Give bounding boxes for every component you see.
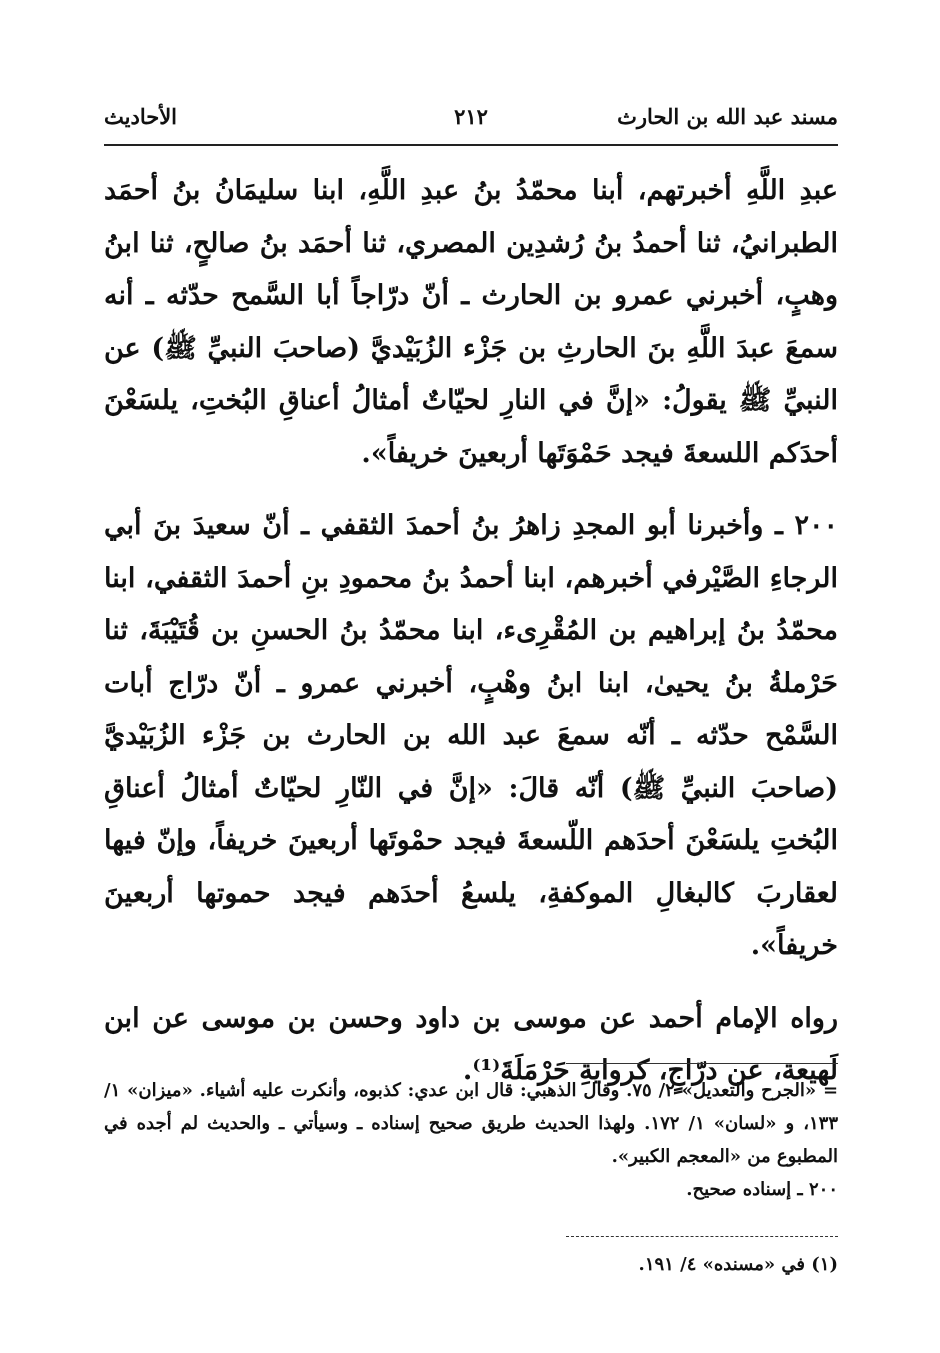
header-divider [104,144,838,146]
footnotes [104,1074,838,1206]
paragraph-riwaya: رواه الإمام أحمد عن موسى بن داود وحسن بن موسى عن ابن لَهيعة، عن درّاجٍ، كروايةِ حَرْمَلَةَ⁽¹⁾. [104,1002,838,1086]
header-section-title: الأحاديث [104,104,178,129]
footnote-continued: = «الجرح والتعديل» ٢/ ٧٥. وقال الذهبي: قال ابن عدي: كذبوه، وأنكرت عليه أشياء. «ميزان» ١/ ١٣٣، و «لسان» ١/ ١٧٢. ولهذا الحديث طريق صحيح إسناده ـ وسيأتي ـ والحديث لم أجده في المطبوع من «المعجم الكبير». [104,1080,839,1167]
header-book-title: مسند عبد الله بن الحارث [617,104,838,129]
footnote-1: (١) في «مسنده» ٤/ ١٩١. [638,1254,838,1275]
footnote-divider [566,1063,838,1064]
running-header [104,104,838,144]
footnote-200: ٢٠٠ ـ إسناده صحيح. [686,1179,838,1200]
footnote-divider-dashed [566,1236,838,1237]
paragraph-1: عبدِ اللَّهِ أخبرتهم، أبنا محمّدُ بنُ عبدِ اللَّهِ، ابنا سليمَانُ بنُ أحمَد الطبرانيُ، ثنا أحمدُ بنُ رُشدِين المصري، ثنا أحمَد بنُ صالحٍ، ثنا ابنُ وهبٍ، أخبرني عمرو بن الحارث ـ أنّ درّاجاً أبا السَّمح حدّثه ـ أنه سمعَ عبدَ اللَّهِ بنَ الحارثِ بن جَزْء الزُبَيْديَّ (صاحبَ النبيِّ ﷺ) عن النبيِّ ﷺ يقولُ: «إنَّ في النارِ لحيّاتٌ أمثالُ أعناقِ البُختِ، يلسَعْنَ أحدَكم اللسعةَ فيجد حَمْوَتَها أربعينَ خريفاً». [104,175,838,469]
main-text [104,165,838,1118]
paragraph-hadith-200: ٢٠٠ ـ وأخبرنا أبو المجدِ زاهرُ بنُ أحمدَ الثقفي ـ أنّ سعيدَ بنَ أبي الرجاءِ الصَّيْرفي أخبرهم، ابنا أحمدُ بنُ محمودِ بنِ أحمدَ الثقفي، ابنا محمّدُ بنُ إبراهيم بن المُقْرِىء، ابنا محمّدُ بنُ الحسنِ بن قُتَيْبَةَ، ثنا حَرْملةُ بنُ يحيىٰ، ابنا ابنُ وهْبٍ، أخبرني عمرو ـ أنّ درّاج أبات السَّمْح حدّثه ـ أنّه سمعَ عبد الله بن الحارث بن جَزْء الزُبَيْديَّ (صاحبَ النبيِّ ﷺ) أنّه قالَ: «إنَّ في النّارِ لحيّاتٌ أمثالُ أعناقِ البُختِ يلسَعْنَ أحدَهم اللّسعةَ فيجد حمْوتَها أربعينَ خريفاً، وإنّ فيها لعقاربَ كالبغالِ الموكفةِ، يلسعُ أحدَهم فيجد حموتها أربعينَ خريفاً». [104,510,838,961]
page-number: ٢١٢ [454,104,488,129]
